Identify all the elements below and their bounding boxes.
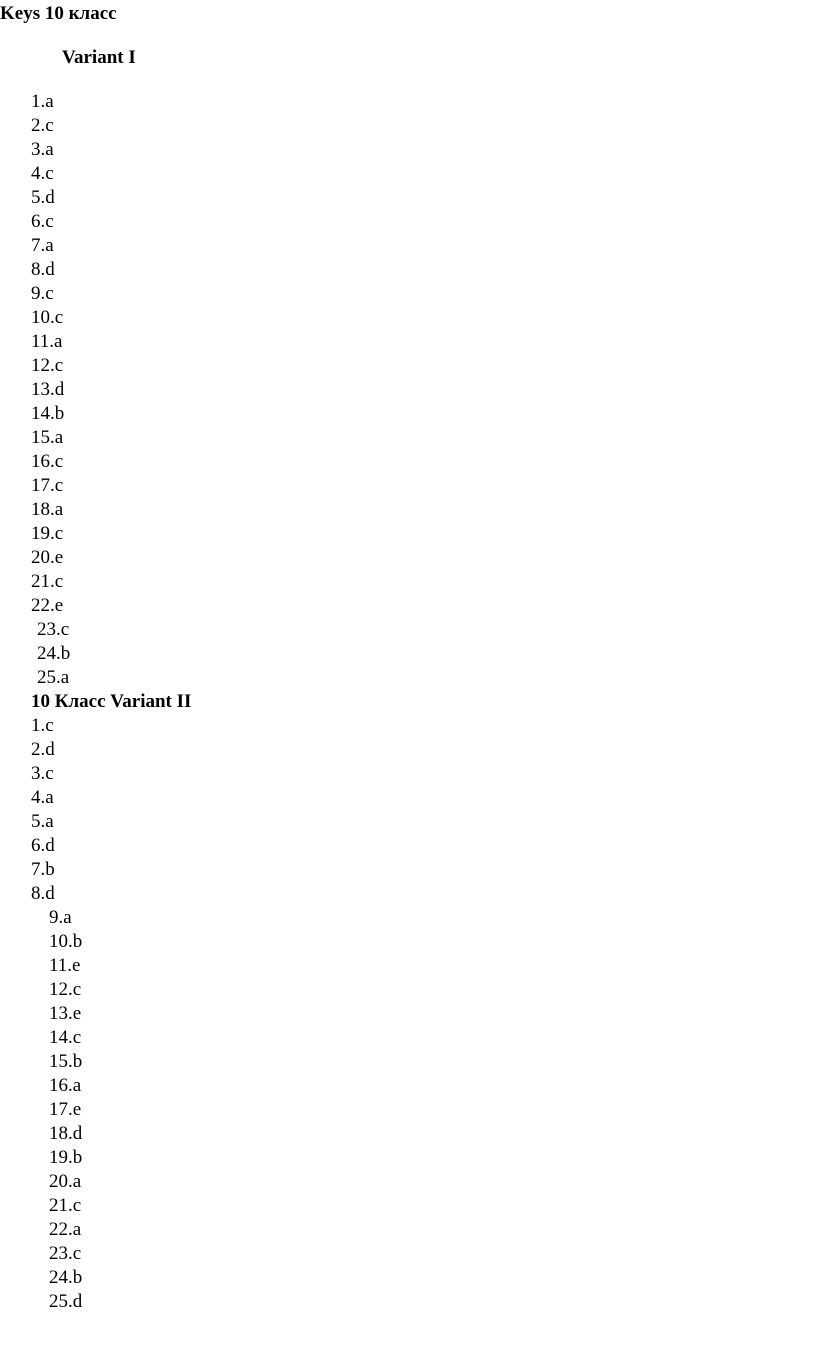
variant-2-answer: 1.c: [31, 715, 54, 736]
variant-2-answer: 18.d: [49, 1123, 83, 1144]
variant-1-answer: 21.c: [31, 571, 64, 592]
variant-2-answer: 23.c: [49, 1243, 82, 1264]
variant-2-answer: 2.d: [31, 739, 55, 760]
variant-1-answer: 4.c: [31, 163, 54, 184]
variant-1-answer: 2.c: [31, 115, 54, 136]
variant-2-answer: 16.a: [49, 1075, 82, 1096]
variant-2-answer: 24.b: [49, 1267, 83, 1288]
variant-2-answer: 17.e: [49, 1099, 82, 1120]
variant-1-answer: 25.a: [37, 667, 70, 688]
variant-2-answer: 25.d: [49, 1291, 83, 1312]
variant-1-answer: 12.c: [31, 355, 64, 376]
variant-1-answer: 6.c: [31, 211, 54, 232]
variant-2-answer: 20.a: [49, 1171, 82, 1192]
variant-1-answer: 23.c: [37, 619, 70, 640]
variant-2-answer: 14.c: [49, 1027, 82, 1048]
variant-2-heading: 10 Класс Variant II: [31, 691, 192, 712]
variant-2-answer: 19.b: [49, 1147, 83, 1168]
variant-2-answer: 22.a: [49, 1219, 82, 1240]
variant-1-answer: 3.a: [31, 139, 54, 160]
variant-1-answer: 11.a: [31, 331, 63, 352]
variant-1-answer: 9.c: [31, 283, 54, 304]
variant-2-answer: 8.d: [31, 883, 55, 904]
variant-1-answer: 8.d: [31, 259, 55, 280]
variant-1-answer: 17.c: [31, 475, 64, 496]
variant-1-answer: 24.b: [37, 643, 71, 664]
variant-1-answer: 15.a: [31, 427, 64, 448]
variant-1-answer: 19.c: [31, 523, 64, 544]
variant-2-answer: 3.c: [31, 763, 54, 784]
variant-2-answer: 21.c: [49, 1195, 82, 1216]
variant-2-answer: 10.b: [49, 931, 83, 952]
variant-2-answer: 5.a: [31, 811, 54, 832]
variant-2-answer: 7.b: [31, 859, 55, 880]
variant-1-answer: 16.c: [31, 451, 64, 472]
variant-1-answer: 10.c: [31, 307, 64, 328]
answer-key-list: [0, 90, 191, 1314]
variant-2-answer: 11.e: [49, 955, 81, 976]
variant-1-answer: 20.e: [31, 547, 64, 568]
variant-2-answer: 4.a: [31, 787, 54, 808]
variant-1-answer: 5.d: [31, 187, 55, 208]
variant-2-answer: 6.d: [31, 835, 55, 856]
variant-1-answer: 22.e: [31, 595, 64, 616]
variant-2-answer: 13.e: [49, 1003, 82, 1024]
document-title: Keys 10 класс: [0, 3, 117, 24]
variant-2-answer: 12.c: [49, 979, 82, 1000]
variant-1-answer: 14.b: [31, 403, 65, 424]
variant-2-answer: 15.b: [49, 1051, 83, 1072]
variant-1-answer: 13.d: [31, 379, 65, 400]
variant-1-answer: 7.a: [31, 235, 54, 256]
variant-1-answer: 1.a: [31, 91, 54, 112]
variant-2-answer: 9.a: [49, 907, 72, 928]
variant-1-heading: Variant I: [62, 47, 136, 68]
variant-1-answer: 18.a: [31, 499, 64, 520]
